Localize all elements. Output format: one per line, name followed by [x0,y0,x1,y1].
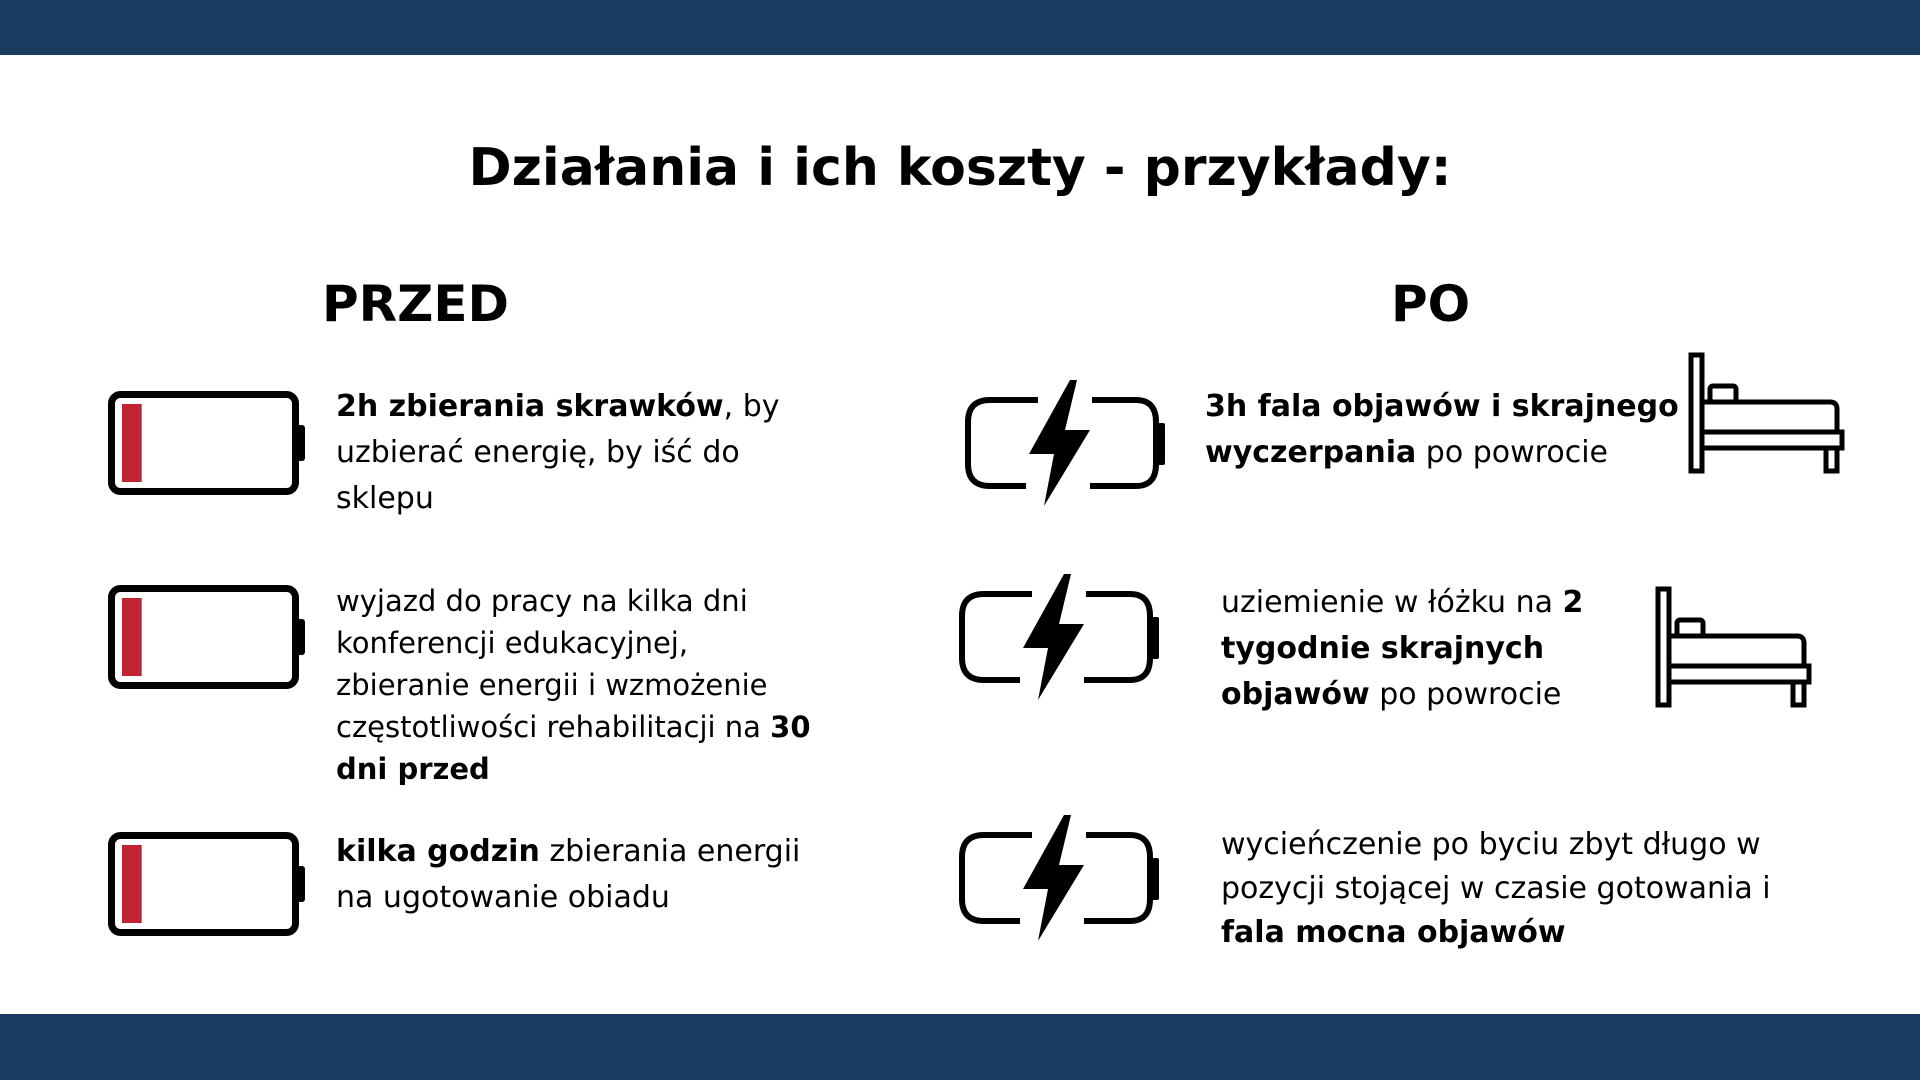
after-item-3-text [1221,823,1791,955]
after-item-2-bold: 2 tygodnie skrajnych objawów [1221,585,1584,712]
top-banner [0,0,1920,55]
after-item-3-bold: fala mocna objawów [1221,915,1566,950]
after-item-2-start: uziemienie w łóżku na [1221,585,1563,620]
before-item-3-bold: kilka godzin [336,834,540,869]
before-item-1-rest: , by uzbierać energię, by iść do sklepu [336,389,780,516]
after-item-2-text [1221,580,1641,718]
charging-battery-icon [956,813,1162,943]
low-battery-icon [108,832,308,936]
bottom-banner [0,1014,1920,1080]
before-item-2-bold: 30 dni przed [336,710,811,786]
low-battery-icon [108,391,308,495]
before-item-2-rest: wyjazd do pracy na kilka dni konferencji edukacyjnej, zbieranie energii i wzmożenie częstotliwości rehabilitacji na [336,584,771,744]
before-item-1-text [336,384,806,522]
after-item-1-text [1205,384,1685,476]
battery-charge-level [122,598,142,676]
column-heading-before: PRZED [322,275,510,333]
before-item-1-bold: 2h zbierania skrawków [336,389,724,424]
battery-charge-level [122,845,142,923]
charging-battery-icon [962,378,1168,508]
low-battery-icon [108,585,308,689]
charging-battery-icon [956,572,1162,702]
before-item-3-rest: zbierania energii na ugotowanie obiadu [336,834,801,915]
after-item-1-bold: 3h fala objawów i skrajnego wyczerpania [1205,389,1679,470]
bed-icon [1688,352,1846,476]
after-item-2-rest: po powrocie [1369,677,1562,712]
after-item-1-rest: po powrocie [1416,435,1608,470]
battery-charge-level [122,404,142,482]
bed-icon [1655,586,1813,710]
page-title: Działania i ich koszty - przykłady: [468,138,1452,198]
column-heading-after: PO [1391,275,1471,333]
after-item-3-start: wycieńczenie po byciu zbyt długo w pozycji stojącej w czasie gotowania i [1221,827,1771,906]
before-item-3-text [336,829,806,921]
before-item-2-text [336,580,816,790]
